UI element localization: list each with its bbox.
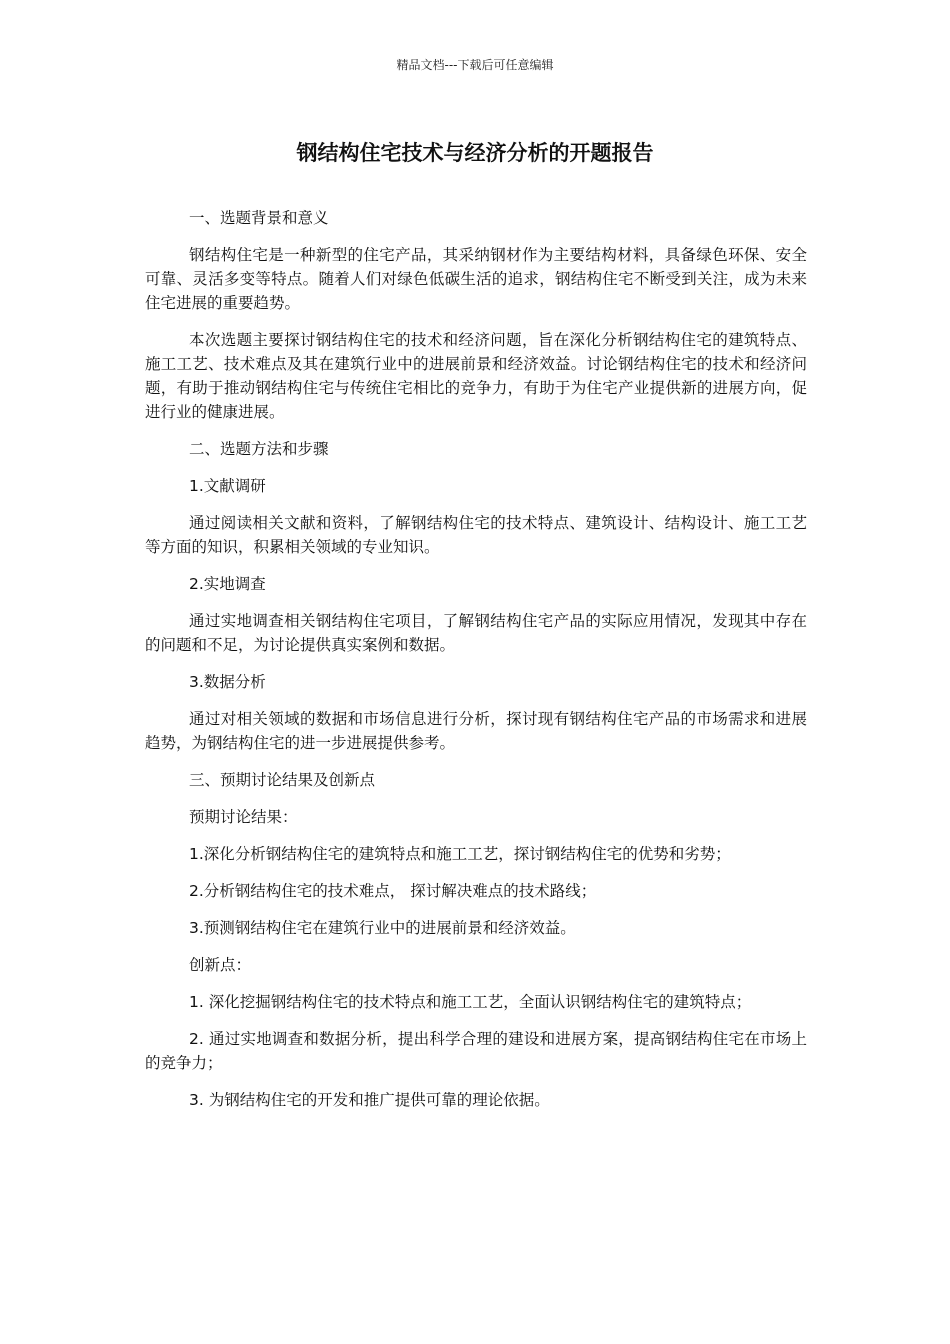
list-item-expected-2: 2.分析钢结构住宅的技术难点， 探讨解决难点的技术路线； [189,882,597,900]
subheading-literature-review: 1.文献调研 [189,477,266,495]
list-item-innovation-1: 1. 深化挖掘钢结构住宅的技术特点和施工工艺，全面认识钢结构住宅的建筑特点； [189,993,752,1011]
subheading-data-analysis: 3.数据分析 [189,673,266,691]
subheading-expected-results: 预期讨论结果： [189,808,298,826]
paragraph-literature-review: 通过阅读相关文献和资料，了解钢结构住宅的技术特点、建筑设计、结构设计、施工工艺等方面的知识，积累相关领域的专业知识。 [145,514,807,556]
list-item-expected-3: 3.预测钢结构住宅在建筑行业中的进展前景和经济效益。 [189,919,576,937]
subheading-field-survey: 2.实地调查 [189,575,266,593]
section-heading-expected-results: 三、预期讨论结果及创新点 [189,771,376,789]
paragraph-background-intro: 钢结构住宅是一种新型的住宅产品，其采纳钢材作为主要结构材料，具备绿色环保、安全可靠、灵活多变等特点。随着人们对绿色低碳生活的追求，钢结构住宅不断受到关注，成为未来住宅进展的重要趋势。 [145,246,807,312]
subheading-innovations: 创新点： [189,956,252,974]
document-body [145,206,807,1125]
list-item-innovation-2: 2. 通过实地调查和数据分析，提出科学合理的建设和进展方案，提高钢结构住宅在市场上的竞争力； [145,1030,807,1072]
paragraph-field-survey: 通过实地调查相关钢结构住宅项目，了解钢结构住宅产品的实际应用情况，发现其中存在的问题和不足，为讨论提供真实案例和数据。 [145,612,807,654]
section-heading-methods: 二、选题方法和步骤 [189,440,329,458]
paragraph-topic-purpose: 本次选题主要探讨钢结构住宅的技术和经济问题，旨在深化分析钢结构住宅的建筑特点、施工工艺、技术难点及其在建筑行业中的进展前景和经济效益。讨论钢结构住宅的技术和经济问题，有助于推动钢结构住宅与传统住宅相比的竞争力，有助于为住宅产业提供新的进展方向，促进行业的健康进展。 [145,331,807,421]
paragraph-data-analysis: 通过对相关领域的数据和市场信息进行分析，探讨现有钢结构住宅产品的市场需求和进展趋势，为钢结构住宅的进一步进展提供参考。 [145,710,807,752]
list-item-expected-1: 1.深化分析钢结构住宅的建筑特点和施工工艺，探讨钢结构住宅的优势和劣势； [189,845,731,863]
list-item-innovation-3: 3. 为钢结构住宅的开发和推广提供可靠的理论依据。 [189,1091,550,1109]
document-title: 钢结构住宅技术与经济分析的开题报告 [296,141,654,165]
section-heading-background: 一、选题背景和意义 [189,209,329,227]
header-note: 精品文档---下载后可任意编辑 [396,58,554,72]
